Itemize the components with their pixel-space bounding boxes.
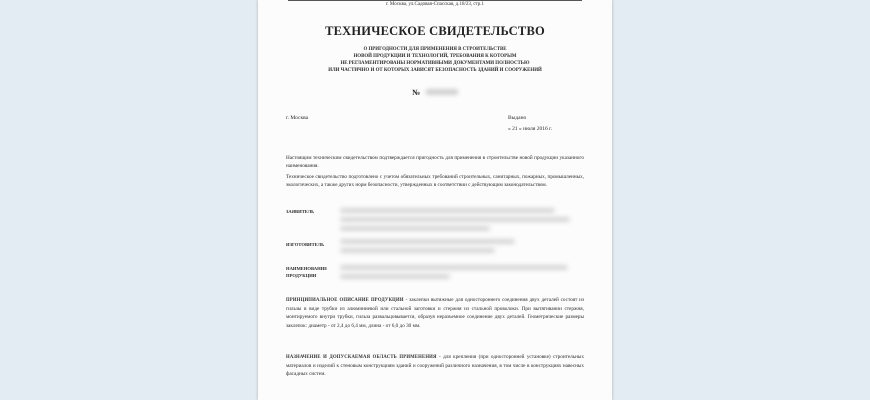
purpose-heading: НАЗНАЧЕНИЕ И ДОПУСКАЕМАЯ ОБЛАСТЬ ПРИМЕНЕНИЯ [286, 355, 437, 360]
redacted-applicant-line [340, 208, 555, 213]
redacted-applicant-line [340, 226, 490, 231]
issuer-address: г. Москва, ул.Садовая-Спасская, д.18/23, стр.1 [385, 2, 485, 7]
description-text: - заклепки вытяжные для одностороннего соединения двух деталей состоят из гильзы в виде трубки из алюминиевой или стальной заготовки и стержня из стальной проволоки. При вытягивании стержня, монтируемого внутри трубки, гильза развальцовывается, образуя неразъемное соединение двух деталей. Геометрические размеры заклепок: диаметр - от 2,4 до 6,4 мм, длина - от 6,0 до 30 мм. [286, 297, 584, 329]
redacted-manufacturer-line [340, 248, 495, 253]
paragraph-requirements: Техническое свидетельство подготовлено с учетом обязательных требований строительных, санитарных, пожарных, промышленных, экологических, а также других норм безопасности, утвержденных в соответствии с действующим законодательством. [286, 174, 584, 189]
subtitle-line: О ПРИГОДНОСТИ ДЛЯ ПРИМЕНЕНИЯ В СТРОИТЕЛЬСТВЕ [363, 47, 507, 52]
subtitle-line: ИЛИ ЧАСТИЧНО И ОТ КОТОРЫХ ЗАВИСЯТ БЕЗОПАСНОСТЬ ЗДАНИЙ И СООРУЖЕНИЙ [328, 68, 542, 73]
redacted-product-line [340, 265, 568, 270]
subtitle-line: НЕ РЕГЛАМЕНТИРОВАНЫ НОРМАТИВНЫМИ ДОКУМЕНТАМИ ПОЛНОСТЬЮ [340, 61, 530, 66]
document-subtitle [288, 46, 582, 74]
redacted-applicant-line [340, 217, 570, 222]
product-name-label [286, 266, 327, 279]
description-heading: ПРИНЦИПИАЛЬНОЕ ОПИСАНИЕ ПРОДУКЦИИ [286, 298, 404, 303]
product-purpose-section [286, 353, 584, 379]
certificate-number [258, 87, 612, 97]
applicant-label: ЗАЯВИТЕЛЬ [286, 209, 315, 214]
subtitle-line: НОВОЙ ПРОДУКЦИИ И ТЕХНОЛОГИЙ, ТРЕБОВАНИЯ К КОТОРЫМ [353, 54, 517, 59]
product-label-line: НАИМЕНОВАНИЕ [286, 266, 328, 271]
manufacturer-label: ИЗГОТОВИТЕЛЬ [286, 242, 325, 247]
redacted-number [426, 89, 458, 95]
redacted-manufacturer-line [340, 239, 515, 244]
top-rule [288, 0, 582, 1]
document-title: ТЕХНИЧЕСКОЕ СВИДЕТЕЛЬСТВО [325, 24, 545, 38]
issue-city: г. Москва [286, 115, 309, 121]
certificate-page [258, 0, 612, 400]
issued-label: Выдано [508, 115, 527, 121]
purpose-text: - для крепления (при односторонней установке) строительных материалов и изделий к стеновым конструкциям зданий и сооружений различного назначения, в том числе в конструкциях навесных фасадных систем. [286, 354, 584, 378]
product-label-line: ПРОДУКЦИИ [286, 272, 317, 278]
issued-date: « 21 » июля 2016 г. [508, 126, 553, 132]
number-label: № [411, 87, 421, 97]
paragraph-confirmation: Настоящим техническим свидетельством подтверждается пригодность для применения в строительстве новой продукции указанного наименования. [286, 155, 584, 170]
redacted-product-line [340, 274, 450, 279]
product-description-section [286, 296, 584, 330]
